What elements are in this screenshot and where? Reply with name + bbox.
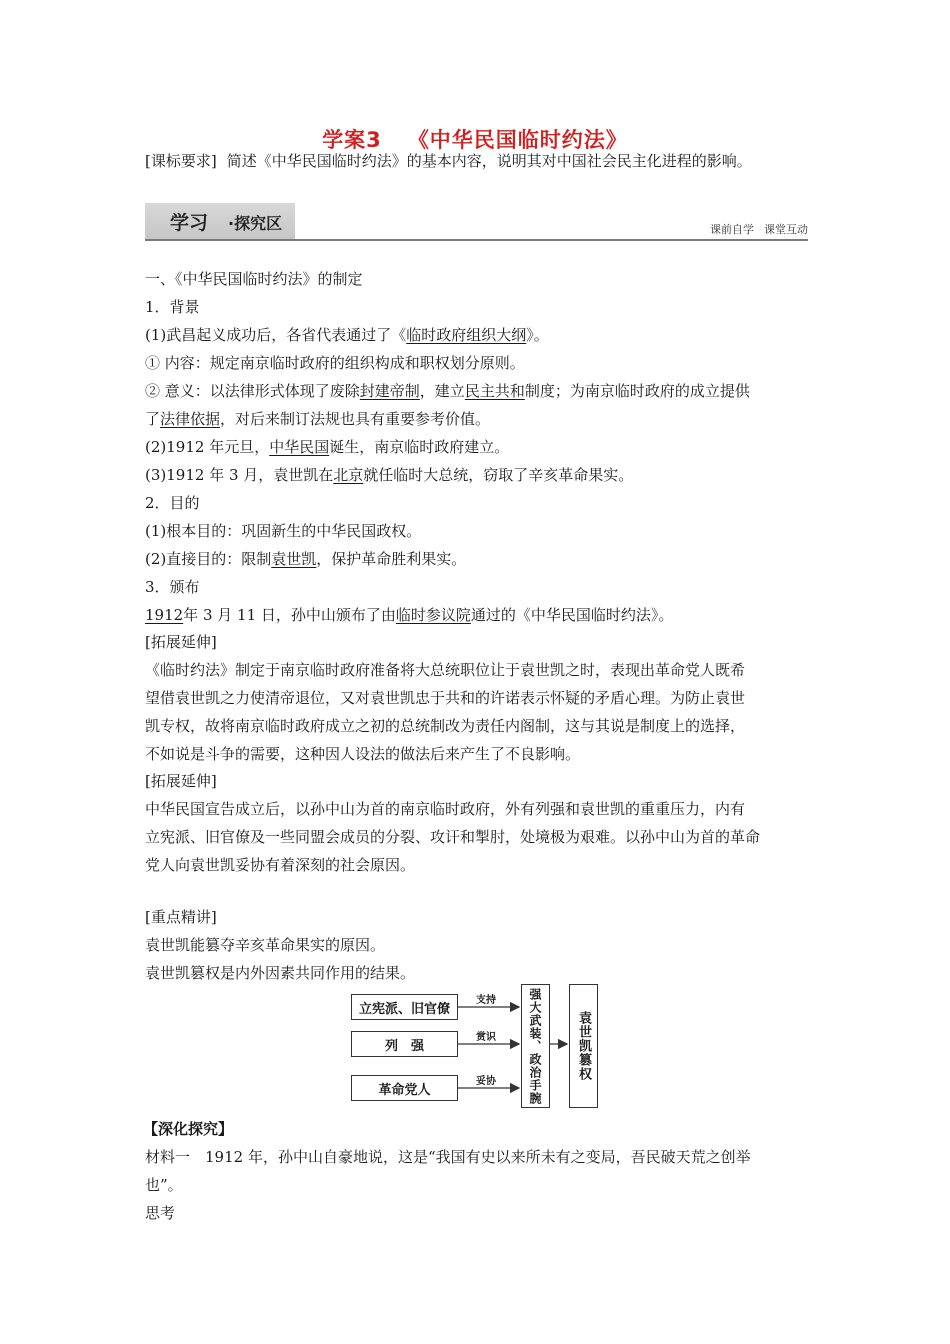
diagram-box-constitutionalists: 立宪派、旧官僚 [351, 994, 458, 1020]
arrow-label-support: 支持 [476, 995, 496, 1006]
extension-line: 不如说是斗争的需要，这种因人设法的做法后来产生了不良影响。 [145, 745, 581, 763]
banner-right-1: 课前自学 [710, 223, 754, 236]
key-line: 袁世凯篡权是内外因素共同作用的结果。 [145, 964, 416, 982]
extension-line: 凯专权，故将南京临时政府成立之初的总统制改为责任内阁制，这与其说是制度上的选择， [145, 717, 746, 735]
text-line: ② 意义：以法律形式体现了废除封建帝制，建立民主共和制度；为南京临时政府的成立提供 [145, 382, 750, 400]
requirement-text: 简述《中华民国临时约法》的基本内容，说明其对中国社会民主化进程的影响。 [226, 152, 752, 170]
extension-line: 立宪派、旧官僚及一些同盟会成员的分裂、攻讦和掣肘，处境极为艰难。以孙中山为首的革命 [145, 828, 761, 846]
requirement-label: [课标要求] [145, 152, 217, 170]
extension-line: 党人向袁世凯妥协有着深刻的社会原因。 [145, 856, 416, 874]
text-line: 了法律依据，对后来制订法规也具有重要参考价值。 [145, 410, 491, 428]
material-line: 也”。 [145, 1176, 183, 1194]
text-line: (1)武昌起义成功后，各省代表通过了《临时政府组织大纲》。 [145, 326, 549, 344]
extension-label: [拓展延伸] [145, 633, 217, 651]
think-label: 思考 [145, 1204, 176, 1222]
text-line: (2)直接目的：限制袁世凯，保护革命胜利果实。 [145, 550, 467, 568]
banner-right [710, 221, 808, 237]
section-banner [145, 203, 808, 241]
text-line: 1912年 3 月 11 日，孙中山颁布了由临时参议院通过的《中华民国临时约法》。 [145, 606, 674, 624]
key-points-label: [重点精讲] [145, 908, 217, 926]
diagram-box-revolutionaries: 革命党人 [351, 1075, 458, 1101]
text-line: (1)根本目的：巩固新生的中华民国政权。 [145, 522, 422, 540]
arrow-label-appreciate: 赏识 [476, 1032, 496, 1043]
key-line: 袁世凯能篡夺辛亥革命果实的原因。 [145, 936, 386, 954]
banner-main: 学习 [170, 212, 209, 234]
text-line: (3)1912 年 3 月，袁世凯在北京就任临时大总统，窃取了辛亥革命果实。 [145, 466, 634, 484]
banner-sub: ·探究区 [228, 214, 283, 233]
deep-inquiry-label: 【深化探究】 [143, 1120, 234, 1138]
extension-line: 《临时约法》制定于南京临时政府准备将大总统职位让于袁世凯之时，表现出革命党人既希 [145, 661, 746, 679]
publish-heading: 3．颁布 [145, 578, 200, 596]
text-line: ① 内容：规定南京临时政府的组织构成和职权划分原则。 [145, 354, 525, 372]
banner-rule [145, 239, 808, 241]
extension-line: 望借袁世凯之力使清帝退位，又对袁世凯忠于共和的许诺表示怀疑的矛盾心理。为防止袁世 [145, 689, 746, 707]
background-heading: 1．背景 [145, 298, 200, 316]
extension-line: 中华民国宣告成立后，以孙中山为首的南京临时政府，外有列强和袁世凯的重重压力，内有 [145, 800, 746, 818]
arrow-label-compromise: 妥协 [476, 1076, 496, 1087]
diagram-box-usurpation: 袁世凯篡权 [569, 984, 598, 1108]
extension-label: [拓展延伸] [145, 772, 217, 790]
diagram-box-military-politics: 强大武装、政治手腕 [521, 984, 550, 1108]
banner-right-2: 课堂互动 [764, 223, 808, 236]
goal-heading: 2．目的 [145, 494, 200, 512]
usurpation-diagram [340, 984, 610, 1112]
title-lesson: 学案3 [322, 128, 382, 152]
curriculum-requirement [145, 150, 752, 171]
material-line: 材料一 1912 年，孙中山自豪地说，这是“我国有史以来所未有之变局，吾民破天荒之创举 [145, 1148, 751, 1166]
title-law: 《中华民国临时约法》 [407, 128, 628, 152]
section-heading: 一、《中华民国临时约法》的制定 [145, 270, 363, 288]
diagram-box-powers: 列 强 [351, 1031, 458, 1057]
text-line: (2)1912 年元旦，中华民国诞生，南京临时政府建立。 [145, 438, 510, 456]
